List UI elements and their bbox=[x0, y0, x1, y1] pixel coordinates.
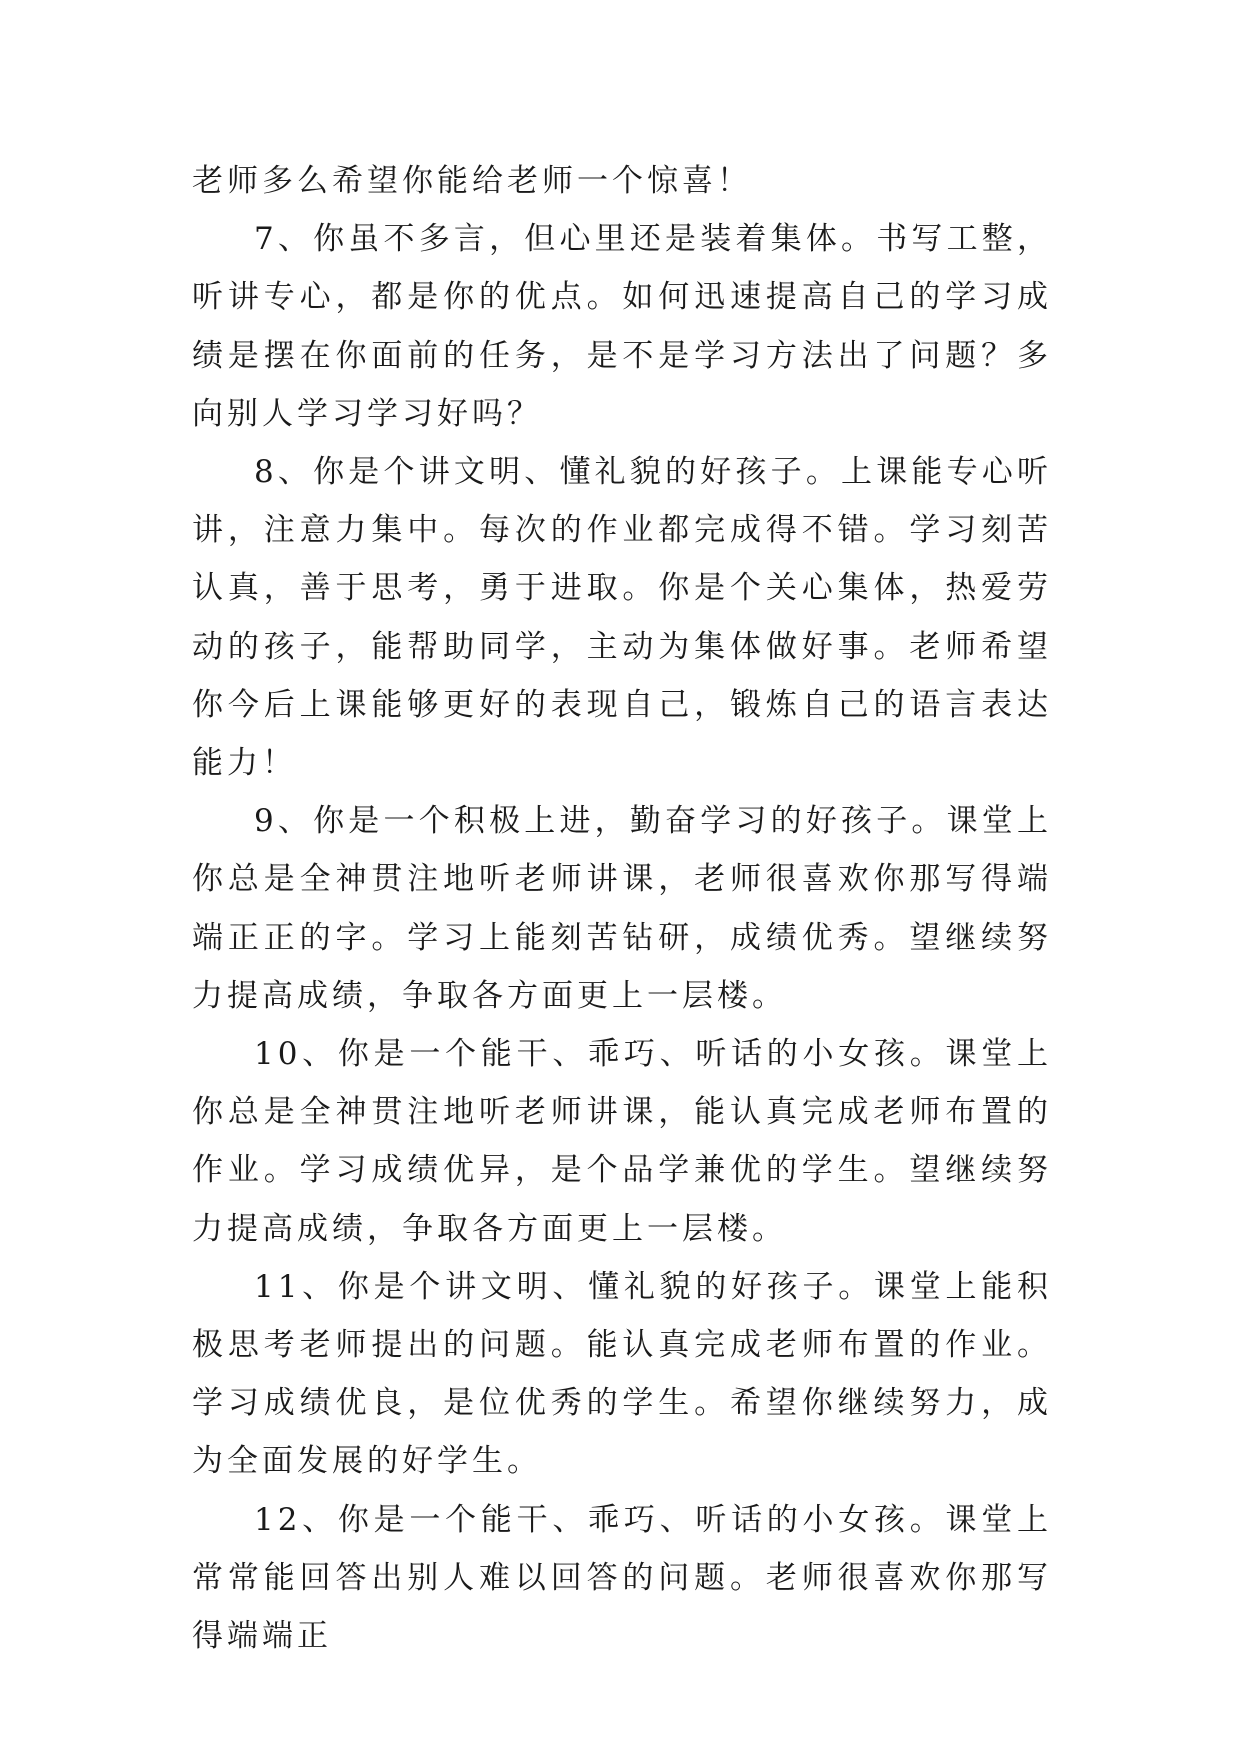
comment-paragraph-12: 12、你是一个能干、乖巧、听话的小女孩。课堂上常常能回答出别人难以回答的问题。老师很喜欢你那写得端端正 bbox=[192, 1501, 1052, 1655]
comment-paragraph-10: 10、你是一个能干、乖巧、听话的小女孩。课堂上你总是全神贯注地听老师讲课，能认真完成老师布置的作业。学习成绩优异，是个品学兼优的学生。望继续努力提高成绩，争取各方面更上一层楼。 bbox=[192, 1036, 1052, 1247]
comment-paragraph-7: 7、你虽不多言，但心里还是装着集体。书写工整，听讲专心，都是你的优点。如何迅速提高自己的学习成绩是摆在你面前的任务，是不是学习方法出了问题？多向别人学习学习好吗？ bbox=[192, 221, 1052, 432]
comment-paragraph-8: 8、你是个讲文明、懂礼貌的好孩子。上课能专心听讲，注意力集中。每次的作业都完成得不错。学习刻苦认真，善于思考，勇于进取。你是个关心集体，热爱劳动的孩子，能帮助同学，主动为集体做好事。老师希望你今后上课能够更好的表现自己，锻炼自己的语言表达能力！ bbox=[192, 454, 1052, 782]
document-body bbox=[192, 152, 1052, 1665]
comment-paragraph-9: 9、你是一个积极上进，勤奋学习的好孩子。课堂上你总是全神贯注地听老师讲课，老师很喜欢你那写得端端正正的字。学习上能刻苦钻研，成绩优秀。望继续努力提高成绩，争取各方面更上一层楼。 bbox=[192, 803, 1052, 1014]
comment-paragraph-11: 11、你是个讲文明、懂礼貌的好孩子。课堂上能积极思考老师提出的问题。能认真完成老师布置的作业。学习成绩优良，是位优秀的学生。希望你继续努力，成为全面发展的好学生。 bbox=[192, 1268, 1052, 1480]
paragraph-continuation: 老师多么希望你能给老师一个惊喜！ bbox=[192, 163, 752, 199]
